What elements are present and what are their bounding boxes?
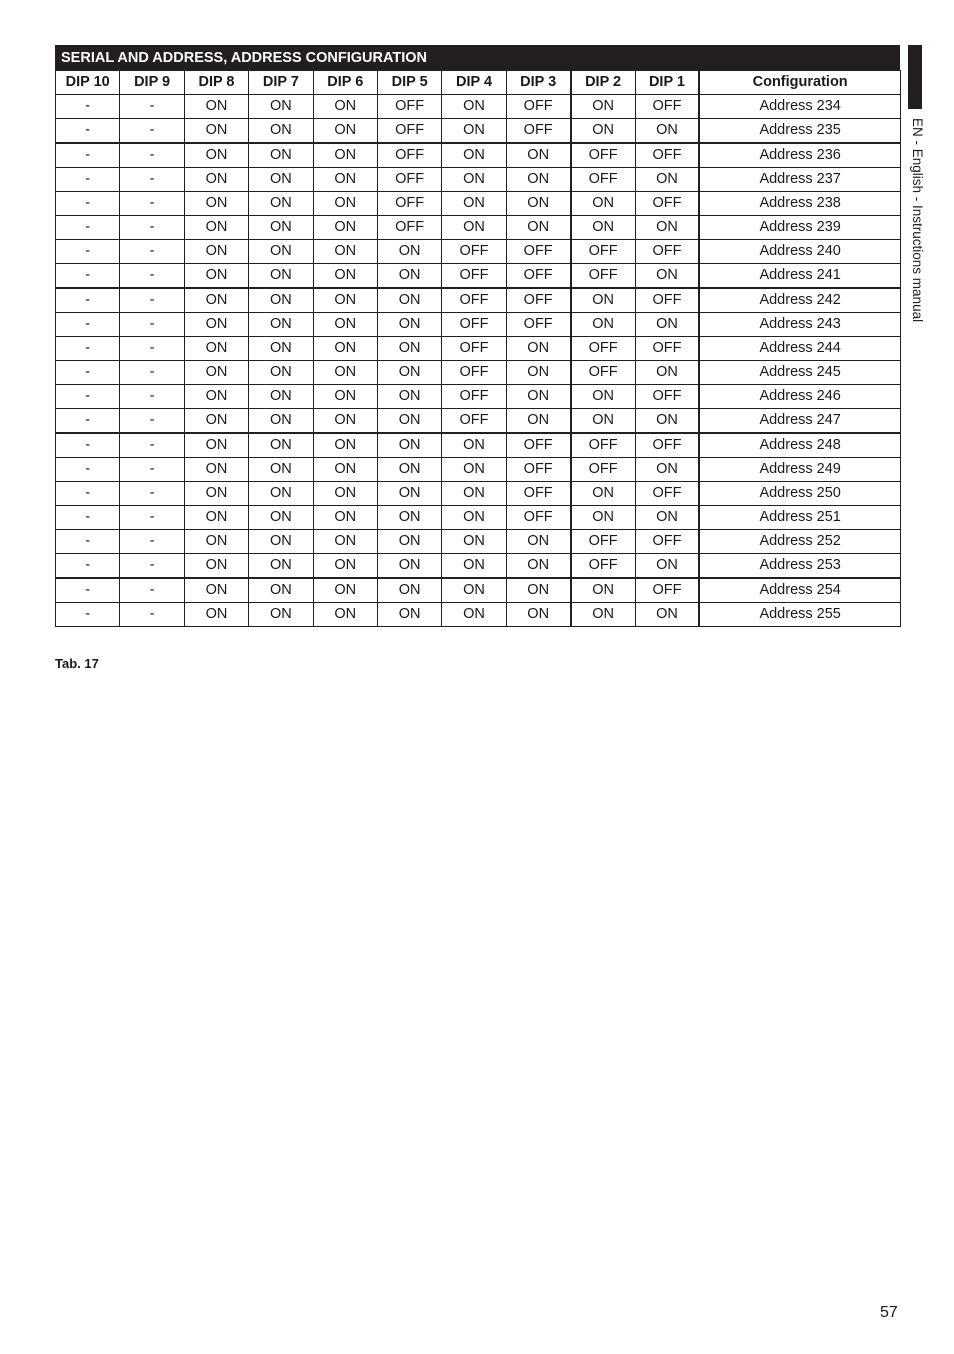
table-cell: ON (184, 264, 248, 289)
table-cell: Address 255 (699, 603, 900, 627)
table-cell: OFF (506, 482, 570, 506)
table-cell: OFF (442, 264, 506, 289)
table-cell: ON (184, 433, 248, 458)
table-row (56, 385, 901, 409)
table-cell: - (120, 554, 184, 579)
table-cell: Address 252 (699, 530, 900, 554)
table-cell: OFF (506, 458, 570, 482)
table-cell: ON (249, 409, 313, 434)
table-cell: - (120, 240, 184, 264)
table-body (56, 95, 901, 627)
table-row (56, 240, 901, 264)
table-cell: OFF (377, 119, 441, 144)
table-cell: ON (571, 192, 635, 216)
table-cell: - (120, 288, 184, 313)
table-cell: OFF (506, 506, 570, 530)
table-cell: ON (506, 143, 570, 168)
table-cell: OFF (377, 95, 441, 119)
table-cell: ON (249, 143, 313, 168)
table-cell: ON (249, 603, 313, 627)
table-cell: ON (313, 192, 377, 216)
table-cell: OFF (506, 264, 570, 289)
table-cell: Address 238 (699, 192, 900, 216)
table-cell: ON (184, 216, 248, 240)
table-cell: Address 235 (699, 119, 900, 144)
table-cell: ON (442, 482, 506, 506)
table-cell: OFF (571, 530, 635, 554)
table-cell: ON (313, 337, 377, 361)
table-cell: - (56, 530, 120, 554)
table-cell: OFF (442, 361, 506, 385)
table-cell: ON (249, 264, 313, 289)
table-row (56, 337, 901, 361)
table-cell: ON (249, 361, 313, 385)
table-cell: ON (249, 192, 313, 216)
table-cell: OFF (635, 385, 699, 409)
table-cell: ON (377, 530, 441, 554)
table-cell: ON (313, 240, 377, 264)
table-cell: ON (184, 482, 248, 506)
table-cell: ON (571, 288, 635, 313)
table-cell: ON (635, 506, 699, 530)
table-cell: Address 246 (699, 385, 900, 409)
table-row (56, 409, 901, 434)
table-cell: OFF (442, 337, 506, 361)
column-header: DIP 2 (571, 71, 635, 95)
table-row (56, 168, 901, 192)
table-cell: ON (184, 192, 248, 216)
table-cell: ON (571, 385, 635, 409)
table-cell: ON (184, 578, 248, 603)
table-cell: Address 241 (699, 264, 900, 289)
table-cell: ON (249, 337, 313, 361)
table-cell: - (56, 506, 120, 530)
table-cell: - (120, 506, 184, 530)
table-cell: - (120, 337, 184, 361)
table-caption: Tab. 17 (55, 656, 99, 671)
table-cell: - (56, 216, 120, 240)
table-cell: ON (313, 506, 377, 530)
table-cell: ON (571, 95, 635, 119)
table-cell: - (120, 168, 184, 192)
table-cell: ON (506, 361, 570, 385)
table-cell: ON (184, 361, 248, 385)
table-cell: ON (313, 288, 377, 313)
table-cell: - (120, 119, 184, 144)
table-cell: Address 254 (699, 578, 900, 603)
table-cell: - (120, 143, 184, 168)
table-cell: ON (249, 578, 313, 603)
table-cell: OFF (635, 240, 699, 264)
table-row (56, 264, 901, 289)
table-row (56, 192, 901, 216)
table-cell: OFF (377, 168, 441, 192)
table-cell: OFF (571, 433, 635, 458)
table-cell: - (56, 168, 120, 192)
side-section-label: EN - English - Instructions manual (910, 118, 925, 323)
table-header-row (56, 71, 901, 95)
table-cell: ON (313, 530, 377, 554)
table-cell: ON (571, 482, 635, 506)
column-header: Configuration (699, 71, 900, 95)
table-cell: ON (571, 578, 635, 603)
table-cell: ON (506, 337, 570, 361)
table-cell: Address 240 (699, 240, 900, 264)
dip-switch-table (55, 70, 901, 627)
table-row (56, 216, 901, 240)
table-cell: - (56, 119, 120, 144)
table-cell: OFF (442, 409, 506, 434)
table-cell: - (120, 482, 184, 506)
table-cell: OFF (506, 313, 570, 337)
table-cell: ON (571, 119, 635, 144)
table-cell: OFF (506, 433, 570, 458)
table-cell: ON (635, 409, 699, 434)
table-cell: ON (377, 361, 441, 385)
table-row (56, 506, 901, 530)
table-cell: - (56, 482, 120, 506)
table-cell: ON (249, 288, 313, 313)
table-cell: ON (184, 409, 248, 434)
table-row (56, 143, 901, 168)
table-cell: ON (249, 119, 313, 144)
table-cell: - (120, 192, 184, 216)
table-cell: ON (249, 240, 313, 264)
address-table (55, 45, 900, 627)
table-cell: ON (635, 216, 699, 240)
table-cell: ON (184, 313, 248, 337)
table-cell: ON (313, 603, 377, 627)
table-cell: ON (506, 192, 570, 216)
table-cell: ON (377, 264, 441, 289)
table-cell: OFF (635, 192, 699, 216)
table-cell: ON (184, 288, 248, 313)
table-cell: ON (506, 530, 570, 554)
table-cell: ON (249, 530, 313, 554)
table-cell: ON (506, 409, 570, 434)
table-cell: - (120, 361, 184, 385)
table-cell: ON (313, 264, 377, 289)
table-cell: - (56, 578, 120, 603)
table-cell: - (120, 95, 184, 119)
table-cell: OFF (635, 482, 699, 506)
table-cell: Address 243 (699, 313, 900, 337)
table-cell: ON (377, 482, 441, 506)
column-header: DIP 6 (313, 71, 377, 95)
table-cell: ON (635, 458, 699, 482)
table-cell: - (56, 554, 120, 579)
table-cell: OFF (635, 578, 699, 603)
table-cell: - (120, 385, 184, 409)
table-cell: Address 253 (699, 554, 900, 579)
table-row (56, 433, 901, 458)
table-cell: OFF (635, 433, 699, 458)
table-cell: - (120, 578, 184, 603)
table-cell: ON (635, 554, 699, 579)
table-row (56, 95, 901, 119)
table-cell: Address 236 (699, 143, 900, 168)
table-cell: ON (184, 458, 248, 482)
table-cell: ON (184, 554, 248, 579)
table-cell: ON (313, 143, 377, 168)
table-cell: ON (571, 409, 635, 434)
table-row (56, 458, 901, 482)
table-cell: - (56, 95, 120, 119)
table-cell: ON (249, 554, 313, 579)
table-cell: OFF (635, 288, 699, 313)
table-cell: ON (184, 240, 248, 264)
table-cell: Address 244 (699, 337, 900, 361)
table-cell: OFF (571, 264, 635, 289)
table-row (56, 554, 901, 579)
table-cell: ON (313, 458, 377, 482)
table-cell: ON (442, 554, 506, 579)
table-cell: ON (184, 95, 248, 119)
table-cell: ON (635, 119, 699, 144)
table-row (56, 313, 901, 337)
table-cell: ON (506, 216, 570, 240)
table-cell: ON (442, 578, 506, 603)
table-cell: ON (313, 578, 377, 603)
table-cell: - (120, 458, 184, 482)
table-cell: ON (249, 482, 313, 506)
table-cell: - (120, 530, 184, 554)
table-cell: ON (313, 95, 377, 119)
table-cell: ON (635, 603, 699, 627)
table-cell: ON (249, 168, 313, 192)
table-cell: OFF (571, 554, 635, 579)
table-cell: OFF (442, 313, 506, 337)
table-cell: Address 249 (699, 458, 900, 482)
table-cell: OFF (442, 385, 506, 409)
table-cell: - (56, 143, 120, 168)
table-cell: ON (313, 313, 377, 337)
table-row (56, 288, 901, 313)
table-row (56, 361, 901, 385)
table-cell: ON (249, 506, 313, 530)
table-cell: ON (377, 578, 441, 603)
table-cell: - (56, 192, 120, 216)
table-cell: ON (313, 409, 377, 434)
table-cell: ON (377, 409, 441, 434)
side-tab-marker (908, 45, 922, 109)
table-cell: ON (571, 216, 635, 240)
table-cell: ON (184, 337, 248, 361)
table-cell: OFF (635, 530, 699, 554)
table-cell: ON (442, 143, 506, 168)
column-header: DIP 4 (442, 71, 506, 95)
table-cell: ON (184, 506, 248, 530)
table-cell: ON (442, 458, 506, 482)
column-header: DIP 5 (377, 71, 441, 95)
table-cell: Address 242 (699, 288, 900, 313)
table-cell: ON (571, 603, 635, 627)
table-cell: - (56, 240, 120, 264)
table-cell: ON (377, 313, 441, 337)
table-cell: ON (377, 240, 441, 264)
table-cell: OFF (506, 95, 570, 119)
table-cell: ON (442, 433, 506, 458)
table-cell: OFF (635, 95, 699, 119)
column-header: DIP 3 (506, 71, 570, 95)
table-title: SERIAL AND ADDRESS, ADDRESS CONFIGURATION (55, 45, 900, 70)
table-cell: ON (442, 168, 506, 192)
table-cell: ON (571, 313, 635, 337)
table-cell: ON (313, 554, 377, 579)
column-header: DIP 7 (249, 71, 313, 95)
table-cell: OFF (506, 119, 570, 144)
table-cell: ON (377, 385, 441, 409)
table-cell: OFF (377, 216, 441, 240)
table-cell: ON (442, 530, 506, 554)
table-cell: - (120, 433, 184, 458)
table-cell: - (56, 433, 120, 458)
table-row (56, 578, 901, 603)
table-cell: ON (506, 554, 570, 579)
table-cell: ON (635, 168, 699, 192)
table-cell: - (56, 313, 120, 337)
table-cell: - (56, 385, 120, 409)
table-cell: ON (184, 168, 248, 192)
table-cell: OFF (442, 288, 506, 313)
table-cell: OFF (442, 240, 506, 264)
table-cell: ON (313, 168, 377, 192)
table-cell: ON (442, 506, 506, 530)
table-cell: ON (442, 216, 506, 240)
table-cell: OFF (635, 337, 699, 361)
table-row (56, 119, 901, 144)
table-cell: OFF (635, 143, 699, 168)
table-cell: ON (313, 119, 377, 144)
table-cell: - (120, 409, 184, 434)
table-cell: Address 248 (699, 433, 900, 458)
table-cell: OFF (506, 288, 570, 313)
table-cell: OFF (571, 458, 635, 482)
table-cell: ON (249, 458, 313, 482)
table-cell: - (56, 361, 120, 385)
table-cell: - (120, 264, 184, 289)
table-cell: ON (313, 361, 377, 385)
table-row (56, 603, 901, 627)
table-cell: ON (377, 506, 441, 530)
table-cell: ON (377, 603, 441, 627)
table-cell: ON (313, 216, 377, 240)
column-header: DIP 10 (56, 71, 120, 95)
table-row (56, 482, 901, 506)
table-cell: ON (635, 313, 699, 337)
table-cell: ON (571, 506, 635, 530)
table-cell: OFF (571, 143, 635, 168)
table-cell: - (120, 603, 184, 627)
table-cell: - (56, 288, 120, 313)
table-cell: ON (377, 337, 441, 361)
table-cell: OFF (506, 240, 570, 264)
table-cell: ON (442, 603, 506, 627)
table-cell: ON (313, 433, 377, 458)
table-cell: ON (377, 433, 441, 458)
page-number: 57 (880, 1304, 898, 1321)
table-cell: ON (377, 458, 441, 482)
table-cell: ON (249, 95, 313, 119)
table-cell: ON (184, 385, 248, 409)
table-cell: OFF (571, 361, 635, 385)
table-cell: ON (442, 95, 506, 119)
table-cell: Address 239 (699, 216, 900, 240)
table-cell: ON (442, 119, 506, 144)
table-cell: OFF (571, 240, 635, 264)
column-header: DIP 8 (184, 71, 248, 95)
table-cell: ON (249, 385, 313, 409)
table-cell: - (56, 409, 120, 434)
table-cell: ON (249, 313, 313, 337)
table-cell: Address 245 (699, 361, 900, 385)
table-cell: ON (442, 192, 506, 216)
table-cell: Address 247 (699, 409, 900, 434)
table-cell: Address 251 (699, 506, 900, 530)
table-cell: Address 234 (699, 95, 900, 119)
table-cell: Address 250 (699, 482, 900, 506)
table-cell: ON (506, 168, 570, 192)
table-cell: ON (377, 288, 441, 313)
column-header: DIP 1 (635, 71, 699, 95)
table-cell: ON (377, 554, 441, 579)
table-cell: OFF (377, 143, 441, 168)
table-cell: - (56, 337, 120, 361)
table-cell: OFF (571, 337, 635, 361)
table-cell: ON (249, 216, 313, 240)
table-row (56, 530, 901, 554)
table-cell: ON (313, 385, 377, 409)
table-cell: ON (184, 530, 248, 554)
table-cell: ON (249, 433, 313, 458)
table-cell: ON (506, 385, 570, 409)
table-cell: ON (506, 603, 570, 627)
table-cell: ON (635, 264, 699, 289)
table-cell: OFF (571, 168, 635, 192)
table-cell: - (56, 458, 120, 482)
table-cell: ON (184, 119, 248, 144)
column-header: DIP 9 (120, 71, 184, 95)
table-cell: OFF (377, 192, 441, 216)
table-cell: - (56, 264, 120, 289)
table-cell: ON (506, 578, 570, 603)
table-cell: ON (635, 361, 699, 385)
table-cell: - (120, 216, 184, 240)
table-cell: ON (184, 143, 248, 168)
table-cell: Address 237 (699, 168, 900, 192)
table-cell: - (120, 313, 184, 337)
table-cell: - (56, 603, 120, 627)
table-cell: ON (313, 482, 377, 506)
table-cell: ON (184, 603, 248, 627)
